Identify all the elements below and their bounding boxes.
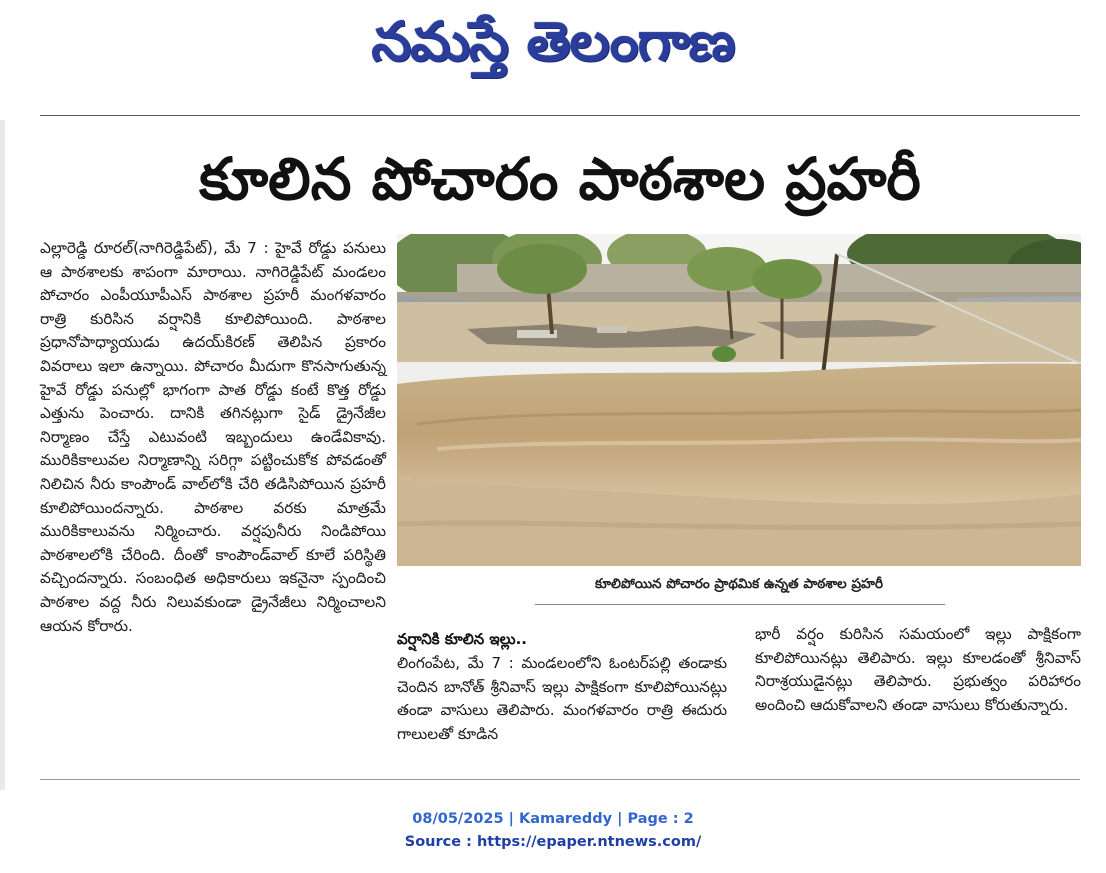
- photo-caption: కూలిపోయిన పోచారం ప్రాథమిక ఉన్నత పాఠశాల ప్రహరీ: [594, 576, 884, 592]
- article-photo: [397, 234, 1081, 566]
- caption-divider: [535, 604, 945, 605]
- school-compound-photo: [397, 234, 1081, 566]
- second-article-column-1: [397, 652, 727, 746]
- article-body-text: ఎల్లారెడ్డి రూరల్(నాగిరెడ్డిపేట్), మే 7 : హైవే రోడ్డు పనులు ఆ పాఠశాలకు శాపంగా మారాయి. నాగిరెడ్డిపేట్ మండలం పోచారం ఎంపీయూపీఎస్ పాఠశాల ప్రహరీ మంగళవారం రాత్రి కురిసిన వర్షానికి కూలిపోయింది. పాఠశాల ప్రధానోపాధ్యాయుడు ఉదయ్‌కిరణ్ తెలిపిన ప్రకారం వివరాలు ఇలా ఉన్నాయి. పోచారం మీదుగా కొనసాగుతున్న హైవే రోడ్డు పనుల్లో భాగంగా పాత రోడ్డు కంటే కొత్త రోడ్డు ఎత్తును పెంచారు. దానికి తగినట్లుగా సైడ్ డ్రైనేజీల నిర్మాణం చేస్తే ఎటువంటి ఇబ్బందులు ఉండేవికావు. మురికికాలువల నిర్మాణాన్ని సరిగ్గా పట్టించుకోక పోవడంతో నిలిచిన నీరు కాంపౌండ్ వాల్‌లోకి చేరి తడిసిపోయిన ప్రహరీ కూలిపోయిందన్నారు. పాఠశాల వరకు మాత్రమే మురికికాలువను నిర్మించారు. వర్షపునీరు నిండిపోయి పాఠశాలలోకి చేరింది. దీంతో కాంపౌండ్‌వాల్ కూలే పరిస్థితి వచ్చిందన్నారు. సంబంధిత అధికారులు ఇకనైనా స్పందించి పాఠశాల వద్ద నీరు నిలువకుండా డ్రైనేజీలు నిర్మించాలని ఆయన కోరారు.: [40, 239, 386, 635]
- second-article-text-1: లింగంపేట, మే 7 : మండలంలోని ఓంటర్‌పల్లి తండాకు చెందిన బానోత్ శ్రీనివాస్ ఇల్లు పాక్షికంగా కూలిపోయినట్లు తండా వాసులు తెలిపారు. మంగళవారం రాత్రి ఈదురు గాలులతో కూడిన: [397, 654, 727, 743]
- page-footer: [0, 808, 1106, 854]
- second-article-subhead: వర్షానికి కూలిన ఇల్లు..: [397, 630, 527, 648]
- masthead: [0, 0, 1106, 96]
- page-edge-mark: [0, 120, 5, 790]
- footer-source-link[interactable]: Source : https://epaper.ntnews.com/: [404, 834, 702, 850]
- masthead-logo: నమస్తే తెలంగాణ: [371, 9, 735, 73]
- article-body-column: [40, 237, 386, 638]
- article-headline: కూలిన పోచారం పాఠశాల ప్రహరీ: [199, 145, 921, 213]
- masthead-divider: [40, 115, 1080, 116]
- footer-date-edition: 08/05/2025 | Kamareddy | Page : 2: [412, 811, 694, 827]
- footer-divider: [40, 779, 1080, 780]
- second-article-text-2: భారీ వర్షం కురిసిన సమయంలో ఇల్లు పాక్షికంగా కూలిపోయినట్లు తెలిపారు. ఇల్లు కూలడంతో శ్రీనివాస్ నిరాశ్రయుడైనట్లు తెలిపారు. ప్రభుత్వం పరిహారం అందించి ఆదుకోవాలని తండా వాసులు కోరుతున్నారు.: [755, 625, 1081, 714]
- second-article-column-2: [755, 623, 1081, 717]
